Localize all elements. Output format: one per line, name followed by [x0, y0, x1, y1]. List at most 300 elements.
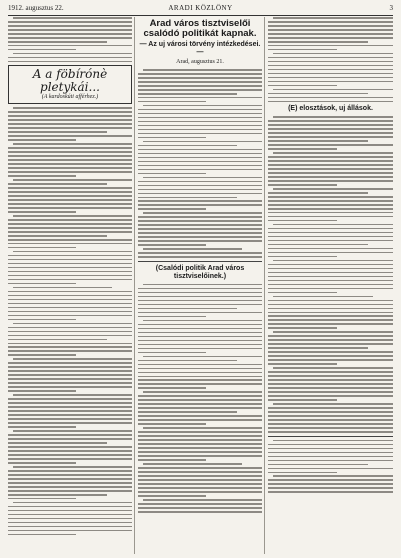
text-line: [8, 307, 132, 309]
text-line: [8, 315, 132, 317]
text-line: [13, 358, 132, 360]
text-line: [138, 324, 262, 326]
text-line: [268, 220, 337, 222]
text-line: [268, 483, 393, 485]
text-line: [138, 376, 262, 378]
text-line: [268, 73, 393, 75]
text-line: [268, 176, 393, 178]
text-line: [8, 127, 132, 129]
text-line: [138, 145, 237, 147]
text-line: [8, 115, 132, 117]
page-number: 3: [389, 4, 393, 12]
text-line: [138, 364, 262, 366]
text-line: [8, 494, 107, 496]
text-line: [13, 143, 132, 145]
text-line: [268, 136, 393, 138]
text-line: [268, 351, 393, 353]
text-line: [268, 308, 393, 310]
text-line: [8, 123, 132, 125]
text-line: [268, 57, 393, 59]
text-line: [138, 165, 262, 167]
text-line: [268, 232, 393, 234]
section-rule: [268, 436, 393, 437]
text-line: [138, 117, 262, 119]
text-line: [138, 312, 262, 314]
text-line: [8, 522, 132, 524]
text-line: [138, 97, 262, 99]
text-line: [138, 467, 262, 469]
text-line: [268, 487, 393, 489]
text-line: [8, 131, 107, 133]
text-line: [268, 391, 393, 393]
text-line: [268, 323, 393, 325]
text-line: [8, 335, 132, 337]
text-line: [138, 161, 262, 163]
text-line: [8, 530, 132, 532]
text-line: [268, 347, 368, 349]
text-line: [13, 502, 132, 504]
text-line: [138, 411, 237, 413]
text-line: [138, 443, 262, 445]
text-line: [8, 370, 132, 372]
text-line: [268, 256, 337, 258]
text-line: [138, 236, 262, 238]
text-line: [268, 65, 393, 67]
text-line: [8, 163, 132, 165]
text-line: [138, 316, 206, 318]
text-line: [268, 276, 393, 278]
text-line: [138, 344, 262, 346]
text-line: [8, 283, 76, 285]
text-line: [8, 243, 132, 245]
text-line: [143, 248, 242, 250]
text-line: [143, 141, 262, 143]
text-line: [138, 181, 262, 183]
feature-title-box: [8, 65, 132, 104]
text-line: [8, 490, 132, 492]
column-divider: [134, 17, 135, 554]
text-line: [8, 446, 132, 448]
text-line: [138, 173, 206, 175]
text-line: [8, 203, 132, 205]
text-line: [8, 410, 132, 412]
text-line: [8, 462, 76, 464]
newspaper-name: ARADI KÖZLÖNY: [168, 4, 233, 12]
text-line: [268, 479, 393, 481]
text-line: [138, 109, 262, 111]
article-body-continued: [8, 17, 132, 62]
text-line: [8, 259, 132, 261]
text-line: [8, 422, 132, 424]
header-rule: [8, 15, 393, 16]
text-line: [268, 272, 393, 274]
text-line: [138, 193, 262, 195]
text-line: [138, 292, 262, 294]
text-line: [273, 53, 393, 55]
text-line: [268, 312, 393, 314]
text-line: [138, 407, 262, 409]
text-line: [138, 157, 262, 159]
text-line: [138, 399, 262, 401]
text-line: [8, 235, 107, 237]
text-line: [268, 120, 393, 122]
text-line: [8, 295, 132, 297]
text-line: [138, 423, 206, 425]
text-line: [8, 263, 132, 265]
text-line: [8, 21, 132, 23]
text-line: [268, 156, 393, 158]
text-line: [273, 331, 393, 333]
text-line: [268, 292, 337, 294]
text-line: [273, 296, 373, 298]
next-article-body: [268, 440, 393, 493]
text-line: [138, 451, 262, 453]
article-body-continued: [268, 17, 393, 102]
text-line: [8, 239, 132, 241]
text-line: [268, 93, 368, 95]
text-line: [138, 85, 262, 87]
text-line: [8, 526, 132, 528]
text-line: [8, 33, 132, 35]
text-line: [268, 236, 393, 238]
text-line: [268, 464, 368, 466]
text-line: [268, 252, 393, 254]
text-line: [268, 240, 393, 242]
text-line: [268, 319, 393, 321]
text-line: [13, 17, 132, 19]
text-line: [13, 323, 132, 325]
text-line: [138, 483, 262, 485]
text-line: [268, 208, 393, 210]
text-line: [8, 279, 132, 281]
text-line: [8, 506, 132, 508]
text-line: [8, 299, 132, 301]
text-line: [268, 204, 393, 206]
text-line: [143, 105, 262, 107]
text-line: [8, 327, 132, 329]
text-line: [138, 101, 206, 103]
text-line: [8, 231, 132, 233]
text-line: [143, 212, 262, 214]
text-line: [138, 511, 262, 513]
text-line: [268, 300, 393, 302]
text-line: [8, 402, 132, 404]
column-left: [8, 17, 132, 554]
text-line: [268, 327, 337, 329]
text-line: [273, 188, 393, 190]
text-line: [138, 328, 262, 330]
text-line: [268, 415, 393, 417]
headline-article-body: [138, 69, 262, 258]
text-line: [8, 191, 132, 193]
text-line: [268, 216, 393, 218]
text-line: [8, 25, 132, 27]
text-line: [13, 215, 132, 217]
text-line: [8, 386, 132, 388]
text-line: [138, 475, 262, 477]
subheadline: — Az uj városi törvény intézkedései. —: [139, 41, 261, 56]
text-line: [138, 153, 262, 155]
text-line: [13, 394, 132, 396]
text-line: [268, 280, 393, 282]
text-line: [8, 303, 132, 305]
text-line: [268, 315, 393, 317]
text-line: [8, 514, 132, 516]
text-line: [143, 391, 262, 393]
text-line: [8, 398, 132, 400]
text-line: [138, 77, 262, 79]
text-line: [143, 320, 262, 322]
text-line: [8, 346, 132, 348]
text-line: [273, 116, 393, 118]
text-line: [8, 406, 132, 408]
text-line: [268, 49, 337, 51]
text-line: [8, 159, 132, 161]
text-line: [138, 252, 262, 254]
text-line: [268, 164, 393, 166]
text-line: [138, 471, 262, 473]
text-line: [138, 435, 262, 437]
text-line: [138, 232, 262, 234]
text-line: [273, 224, 393, 226]
section-rule: [138, 261, 262, 262]
text-line: [8, 426, 76, 428]
text-line: [8, 41, 107, 43]
text-line: [13, 251, 132, 253]
text-line: [8, 518, 132, 520]
text-line: [268, 33, 393, 35]
text-line: [8, 354, 76, 356]
text-line: [8, 291, 132, 293]
text-line: [273, 440, 393, 442]
text-line: [138, 240, 262, 242]
text-line: [268, 200, 393, 202]
text-line: [138, 387, 206, 389]
text-line: [138, 459, 206, 461]
text-line: [138, 296, 262, 298]
text-line: [268, 264, 393, 266]
text-line: [268, 77, 393, 79]
text-line: [268, 343, 393, 345]
text-line: [138, 244, 206, 246]
text-line: [138, 169, 262, 171]
text-line: [8, 135, 132, 137]
text-line: [273, 367, 393, 369]
text-line: [268, 168, 393, 170]
issue-date: 1912. augusztus 22.: [8, 4, 64, 12]
text-line: [8, 442, 107, 444]
text-line: [268, 375, 393, 377]
text-line: [268, 128, 393, 130]
text-line: [268, 335, 393, 337]
text-line: [8, 49, 76, 51]
headline: Arad város tisztviselői csalódó politikát kapnak.: [143, 18, 257, 39]
text-line: [143, 177, 262, 179]
text-line: [268, 140, 368, 142]
text-line: [268, 363, 337, 365]
text-line: [268, 124, 393, 126]
text-line: [273, 89, 393, 91]
text-line: [138, 360, 237, 362]
text-line: [268, 180, 393, 182]
text-line: [138, 300, 262, 302]
text-line: [268, 359, 393, 361]
text-line: [138, 479, 262, 481]
text-line: [138, 372, 262, 374]
text-line: [268, 148, 337, 150]
text-line: [8, 155, 132, 157]
text-line: [8, 175, 76, 177]
feature-title: A a föbírónè pletykái...: [32, 67, 108, 95]
text-line: [138, 336, 262, 338]
text-line: [138, 220, 262, 222]
text-line: [138, 189, 262, 191]
feature-subtitle: (A kardoskúti afférhez.): [41, 94, 99, 101]
text-line: [8, 37, 132, 39]
column-middle: [138, 17, 262, 554]
section-title: (Csalódi politik Arad város tisztviselőinek.): [155, 264, 245, 280]
text-line: [143, 69, 262, 71]
text-line: [138, 224, 262, 226]
text-line: [138, 204, 262, 206]
text-line: [268, 144, 393, 146]
text-line: [8, 275, 132, 277]
text-line: [8, 267, 132, 269]
text-line: [138, 379, 262, 381]
text-line: [268, 81, 393, 83]
text-line: [268, 192, 368, 194]
text-line: [138, 185, 262, 187]
text-line: [268, 395, 393, 397]
text-line: [268, 248, 393, 250]
text-line: [8, 470, 132, 472]
text-line: [8, 319, 76, 321]
text-line: [138, 256, 262, 258]
text-line: [138, 73, 262, 75]
text-line: [138, 208, 206, 210]
text-line: [8, 29, 132, 31]
text-line: [273, 475, 393, 477]
text-line: [138, 308, 237, 310]
text-line: [268, 45, 393, 47]
text-line: [8, 45, 132, 47]
text-line: [13, 107, 132, 109]
text-line: [273, 152, 393, 154]
text-line: [268, 228, 393, 230]
text-line: [268, 212, 393, 214]
text-line: [273, 260, 393, 262]
text-line: [138, 89, 262, 91]
text-line: [268, 21, 393, 23]
text-line: [268, 288, 393, 290]
text-line: [8, 382, 132, 384]
text-line: [138, 81, 262, 83]
text-line: [273, 17, 393, 19]
text-line: [143, 427, 262, 429]
text-line: [8, 474, 132, 476]
text-line: [138, 113, 262, 115]
section-title: (E) elosztások, uj állások.: [288, 105, 373, 113]
text-line: [8, 378, 132, 380]
text-line: [268, 69, 393, 71]
text-line: [8, 219, 132, 221]
text-line: [268, 383, 393, 385]
text-line: [268, 468, 393, 470]
text-line: [8, 366, 132, 368]
feature-body: [8, 107, 132, 535]
text-line: [268, 25, 393, 27]
text-line: [8, 438, 132, 440]
text-line: [138, 415, 262, 417]
text-line: [268, 339, 393, 341]
text-line: [8, 223, 132, 225]
text-line: [268, 304, 393, 306]
text-line: [268, 371, 393, 373]
section-body: [268, 116, 393, 432]
page-header: [8, 3, 393, 14]
text-line: [138, 403, 262, 405]
text-line: [268, 407, 393, 409]
text-line: [8, 57, 132, 59]
text-line: [268, 244, 368, 246]
text-line: [13, 53, 132, 55]
text-line: [8, 390, 76, 392]
text-line: [268, 132, 393, 134]
text-line: [268, 491, 393, 493]
text-line: [8, 151, 132, 153]
text-line: [138, 332, 262, 334]
text-line: [268, 160, 393, 162]
text-line: [8, 331, 132, 333]
text-line: [8, 119, 132, 121]
text-line: [138, 304, 262, 306]
text-line: [138, 340, 262, 342]
text-line: [8, 362, 132, 364]
text-line: [138, 447, 262, 449]
text-line: [138, 197, 237, 199]
text-line: [138, 419, 262, 421]
text-line: [8, 450, 132, 452]
section-body: [138, 284, 262, 513]
text-line: [8, 187, 132, 189]
text-line: [143, 284, 262, 286]
text-line: [268, 172, 393, 174]
text-line: [8, 414, 132, 416]
text-line: [138, 125, 262, 127]
column-divider: [264, 17, 265, 554]
text-line: [8, 418, 132, 420]
text-line: [8, 458, 132, 460]
text-line: [268, 399, 337, 401]
text-line: [8, 482, 132, 484]
text-line: [138, 121, 262, 123]
text-line: [138, 149, 262, 151]
text-line: [8, 350, 132, 352]
text-line: [138, 352, 206, 354]
text-line: [138, 216, 262, 218]
text-line: [8, 167, 132, 169]
text-line: [268, 61, 393, 63]
text-line: [138, 228, 262, 230]
text-line: [138, 487, 262, 489]
text-line: [8, 255, 132, 257]
text-line: [138, 395, 262, 397]
text-line: [13, 430, 132, 432]
text-line: [8, 271, 132, 273]
text-line: [138, 439, 262, 441]
text-line: [8, 211, 76, 213]
text-line: [8, 498, 76, 500]
